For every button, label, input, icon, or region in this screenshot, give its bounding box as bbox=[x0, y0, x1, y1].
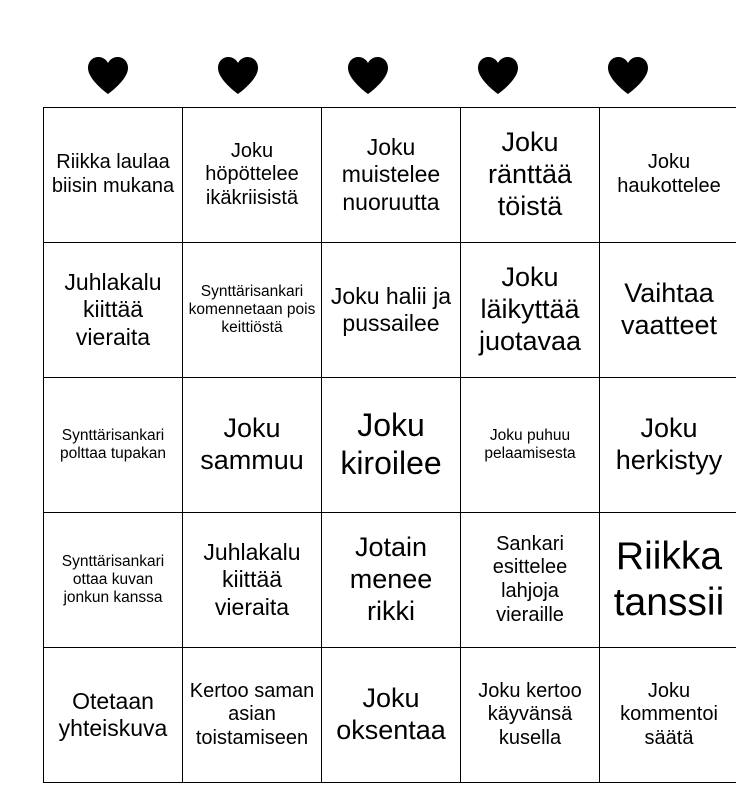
bingo-row bbox=[44, 243, 736, 378]
bingo-board bbox=[43, 107, 736, 783]
bingo-cell[interactable]: Joku puhuu pelaamisesta bbox=[461, 378, 600, 513]
heart-column-1 bbox=[43, 52, 173, 100]
bingo-row bbox=[44, 513, 736, 648]
bingo-row bbox=[44, 648, 736, 783]
bingo-cell[interactable]: Synttärisankari polttaa tupakan bbox=[44, 378, 183, 513]
bingo-cell[interactable]: Riikka tanssii bbox=[600, 513, 736, 648]
bingo-cell[interactable]: Sankari esittelee lahjoja vieraille bbox=[461, 513, 600, 648]
bingo-cell[interactable]: Joku halii ja pussailee bbox=[322, 243, 461, 378]
bingo-row bbox=[44, 108, 736, 243]
bingo-cell[interactable]: Joku oksentaa bbox=[322, 648, 461, 783]
heart-icon bbox=[216, 56, 260, 96]
bingo-cell[interactable]: Kertoo saman asian toistamiseen bbox=[183, 648, 322, 783]
bingo-cell[interactable]: Riikka laulaa biisin mukana bbox=[44, 108, 183, 243]
heart-icon bbox=[86, 56, 130, 96]
bingo-cell[interactable]: Joku höpöttelee ikäkriisistä bbox=[183, 108, 322, 243]
bingo-cell[interactable]: Joku ränttää töistä bbox=[461, 108, 600, 243]
heart-column-4 bbox=[433, 52, 563, 100]
bingo-cell[interactable]: Juhlakalu kiittää vieraita bbox=[44, 243, 183, 378]
bingo-cell[interactable]: Jotain menee rikki bbox=[322, 513, 461, 648]
heart-icon bbox=[346, 56, 390, 96]
bingo-cell[interactable]: Juhlakalu kiittää vieraita bbox=[183, 513, 322, 648]
bingo-row bbox=[44, 378, 736, 513]
bingo-header bbox=[43, 52, 693, 100]
heart-icon bbox=[476, 56, 520, 96]
heart-icon bbox=[606, 56, 650, 96]
bingo-cell[interactable]: Synttärisankari komennetaan pois keittiöstä bbox=[183, 243, 322, 378]
heart-column-2 bbox=[173, 52, 303, 100]
bingo-cell[interactable]: Joku muistelee nuoruutta bbox=[322, 108, 461, 243]
bingo-cell[interactable]: Joku kommentoi säätä bbox=[600, 648, 736, 783]
bingo-cell[interactable]: Otetaan yhteiskuva bbox=[44, 648, 183, 783]
bingo-cell[interactable]: Vaihtaa vaatteet bbox=[600, 243, 736, 378]
bingo-cell[interactable]: Joku kertoo käyvänsä kusella bbox=[461, 648, 600, 783]
bingo-cell[interactable]: Joku sammuu bbox=[183, 378, 322, 513]
bingo-cell[interactable]: Joku kiroilee bbox=[322, 378, 461, 513]
bingo-cell[interactable]: Joku herkistyy bbox=[600, 378, 736, 513]
heart-column-3 bbox=[303, 52, 433, 100]
bingo-cell[interactable]: Joku haukottelee bbox=[600, 108, 736, 243]
heart-column-5 bbox=[563, 52, 693, 100]
bingo-cell[interactable]: Synttärisankari ottaa kuvan jonkun kanssa bbox=[44, 513, 183, 648]
bingo-cell[interactable]: Joku läikyttää juotavaa bbox=[461, 243, 600, 378]
